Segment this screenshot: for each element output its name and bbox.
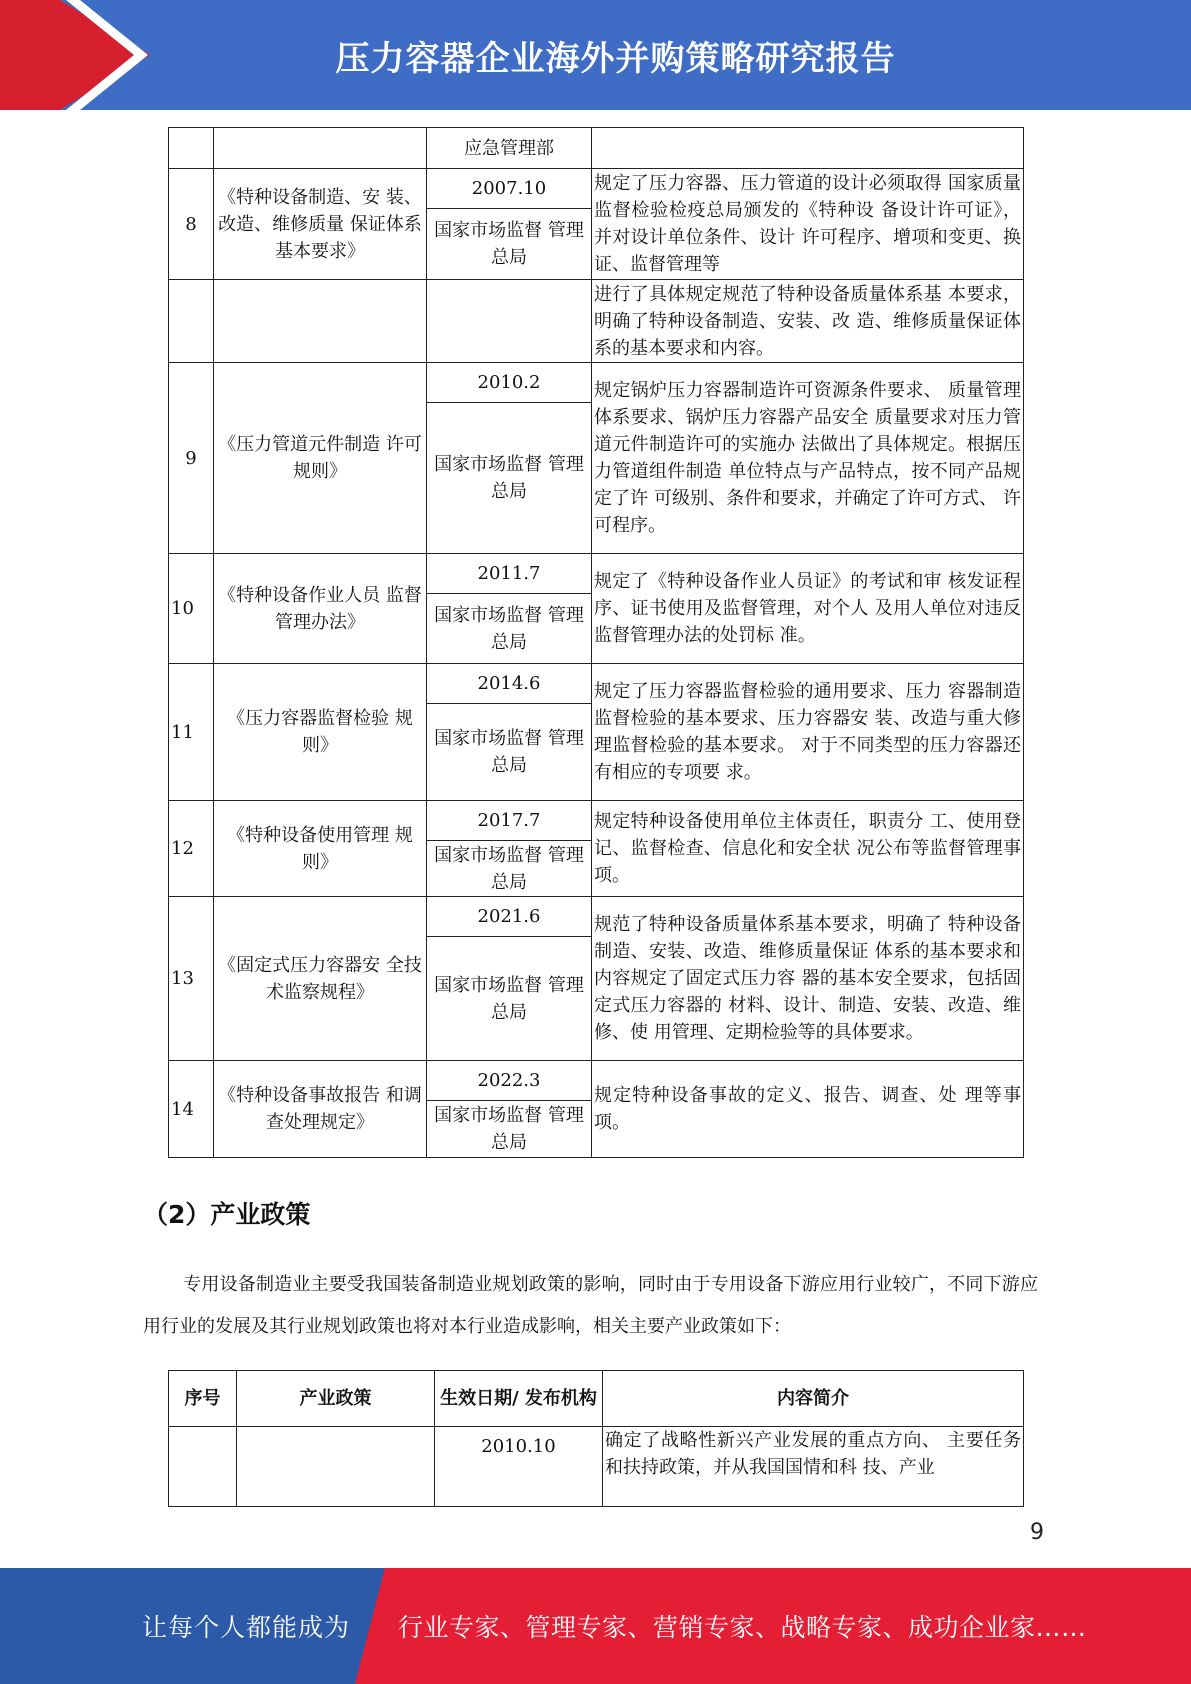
issuing-authority: 国家市场监督 管理总局 [427,704,592,801]
table-row [169,1061,1024,1101]
header-arrow-icon [0,0,150,110]
policy-table-clip [168,1370,1024,1478]
issuing-authority: 国家市场监督 管理总局 [427,594,592,664]
regulation-description: 规定了《特种设备作业人员证》的考试和审 核发证程序、证书使用及监督管理，对个人 及用人单位对违反监督管理办法的处罚标 准。 [592,554,1024,664]
issuing-authority: 国家市场监督 管理总局 [427,937,592,1061]
table-row [169,554,1024,594]
row-number: 13 [169,897,214,1061]
policy-description: 确定了战略性新兴产业发展的重点方向、 主要任务和扶持政策，并从我国国情和科 技、产业 [603,1427,1024,1507]
table-row [169,280,1024,363]
row-number: 14 [169,1061,214,1158]
table-row [169,128,1024,169]
effective-date: 2022.3 [427,1061,592,1101]
regulation-description: 进行了具体规定规范了特种设备质量体系基 本要求，明确了特种设备制造、安装、改 造、维修质量保证体系的基本要求和内容。 [592,280,1024,363]
regulation-description: 规定特种设备事故的定义、报告、调查、处 理等事项。 [592,1061,1024,1158]
report-title: 压力容器企业海外并购策略研究报告 [335,38,896,79]
regulation-description: 规定了压力容器、压力管道的设计必须取得 国家质量监督检验检疫总局颁发的《特种设 备设计许可证》，并对设计单位条件、设计 许可程序、增项和变更、换证、监督管理等 [592,169,1024,280]
regulation-description: 规范了特种设备质量体系基本要求，明确了 特种设备制造、安装、改造、维修质量保证 体系的基本要求和内容规定了固定式压力容 器的基本安全要求，包括固定式压力容器的 材料、设计、制造、安装、改造、维修、使 用管理、定期检验等的具体要求。 [592,897,1024,1061]
effective-date: 2010.10 [435,1427,603,1507]
regulation-description: 规定特种设备使用单位主体责任，职责分 工、使用登记、监督检查、信息化和安全状 况公布等监督管理事项。 [592,801,1024,897]
row-number: 8 [169,169,214,280]
table-row [169,664,1024,704]
effective-date: 2017.7 [427,801,592,841]
authority-cell: 应急管理部 [427,128,592,169]
effective-date: 2021.6 [427,897,592,937]
page-header [0,0,1191,110]
regulation-name: 《特种设备作业人员 监督管理办法》 [214,554,427,664]
issuing-authority: 国家市场监督 管理总局 [427,209,592,280]
table-row [169,363,1024,403]
issuing-authority: 国家市场监督 管理总局 [427,1101,592,1158]
footer-slogan-left: 让每个人都能成为 [142,1613,351,1642]
regulation-name: 《特种设备制造、安 装、改造、维修质量 保证体系基本要求》 [214,169,427,280]
row-number: 10 [169,554,214,664]
effective-date: 2011.7 [427,554,592,594]
regulation-name: 《固定式压力容器安 全技术监察规程》 [214,897,427,1061]
effective-date: 2010.2 [427,363,592,403]
regulation-name: 《特种设备使用管理 规则》 [214,801,427,897]
regulation-name: 《压力管道元件制造 许可规则》 [214,363,427,554]
regulation-name: 《特种设备事故报告 和调查处理规定》 [214,1061,427,1158]
policy-table [168,1370,1024,1507]
table-row [169,897,1024,937]
regulation-description: 规定了压力容器监督检验的通用要求、压力 容器制造监督检验的基本要求、压力容器安 装、改造与重大修理监督检验的基本要求。 对于不同类型的压力容器还有相应的专项要 求。 [592,664,1024,801]
issuing-authority: 国家市场监督 管理总局 [427,841,592,897]
table-header-row [169,1371,1024,1427]
body-paragraph [143,1264,1038,1348]
column-header-policy: 产业政策 [237,1371,435,1427]
footer-slogan-right: 行业专家、管理专家、营销专家、战略专家、成功企业家…… [398,1613,1087,1642]
column-header-date-authority: 生效日期/ 发布机构 [435,1371,603,1427]
paragraph-text: 专用设备制造业主要受我国装备制造业规划政策的影响，同时由于专用设备下游应用行业较广，不同下游应用行业的发展及其行业规划政策也将对本行业造成影响，相关主要产业政策如下： [143,1274,1038,1337]
table-row [169,1427,1024,1507]
row-number: 9 [169,363,214,554]
page-number: 9 [1030,1520,1044,1545]
table-row [169,801,1024,841]
regulation-description: 规定锅炉压力容器制造许可资源条件要求、 质量管理体系要求、锅炉压力容器产品安全 质量要求对压力管道元件制造许可的实施办 法做出了具体规定。根据压力管道组件制造 单位特点与产品特点，按不同产品规定了许 可级别、条件和要求，并确定了许可方式、 许可程序。 [592,363,1024,554]
regulations-table [168,127,1024,1158]
row-number: 12 [169,801,214,897]
page-footer [0,1568,1191,1684]
row-number: 11 [169,664,214,801]
issuing-authority: 国家市场监督 管理总局 [427,403,592,554]
effective-date: 2007.10 [427,169,592,209]
section-heading: （2）产业政策 [143,1200,311,1229]
regulation-name: 《压力容器监督检验 规则》 [214,664,427,801]
effective-date: 2014.6 [427,664,592,704]
column-header-summary: 内容简介 [603,1371,1024,1427]
column-header-no: 序号 [169,1371,237,1427]
table-row [169,169,1024,209]
